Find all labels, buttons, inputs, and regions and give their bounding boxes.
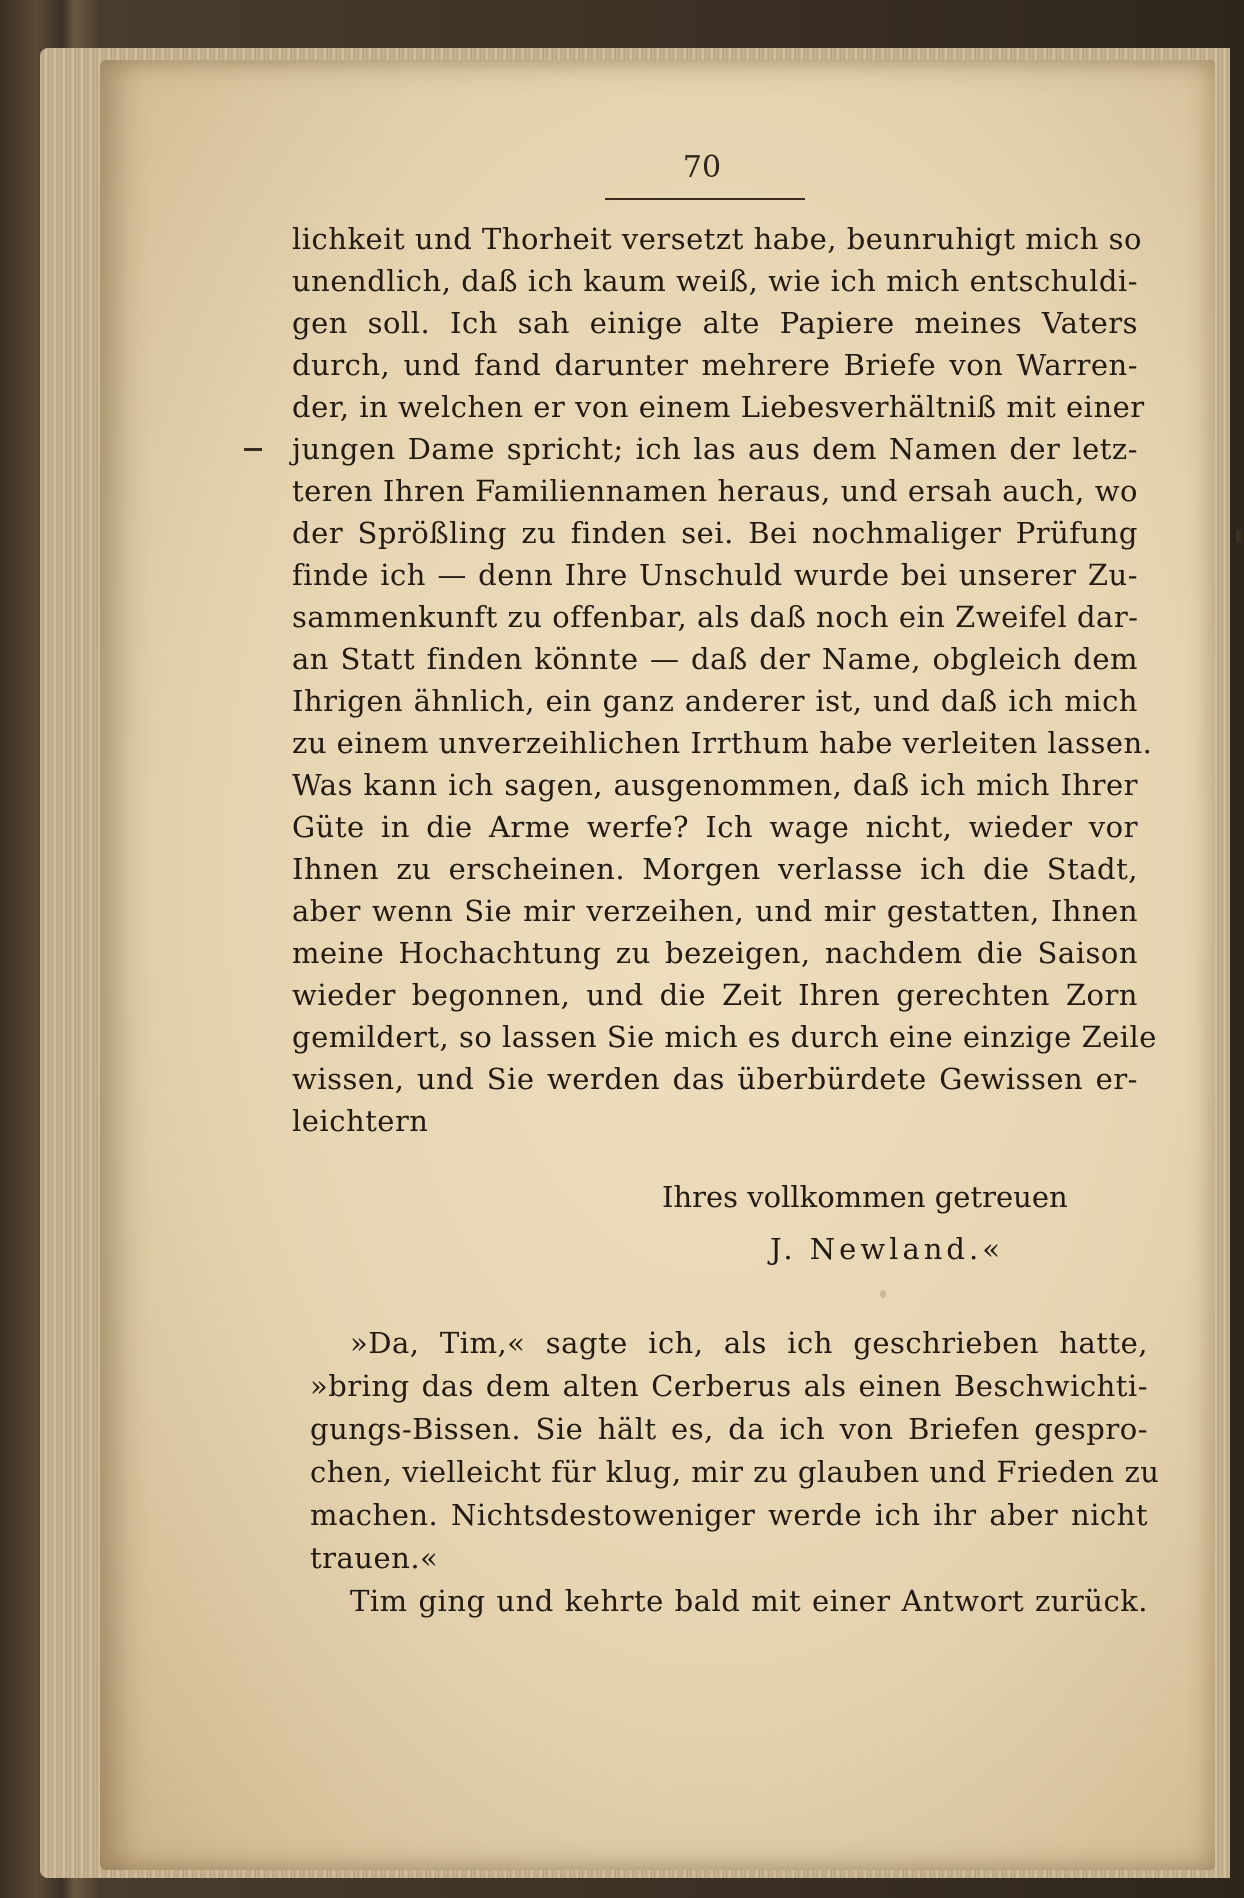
text-line: wissen, und Sie werden das überbürdete Gewissen er- <box>292 1062 1138 1096</box>
text-line: wieder begonnen, und die Zeit Ihren gerechten Zorn <box>292 978 1138 1012</box>
text-line: jungen Dame spricht; ich las aus dem Namen der letz- <box>292 432 1138 466</box>
text-line: gen soll. Ich sah einige alte Papiere meines Vaters <box>292 306 1138 340</box>
text-line: finde ich — denn Ihre Unschuld wurde bei unserer Zu- <box>292 558 1138 592</box>
text-line: »bring das dem alten Cerberus als einen Beschwichti- <box>310 1369 1148 1403</box>
text-line: Was kann ich sagen, ausgenommen, daß ich mich Ihrer <box>292 768 1138 802</box>
text-line: leichtern <box>292 1104 429 1138</box>
text-line: chen, vielleicht für klug, mir zu glauben und Frieden zu <box>310 1455 1160 1489</box>
narrative-paragraph <box>310 1322 1160 1623</box>
text-line: Güte in die Arme werfe? Ich wage nicht, wieder vor <box>292 810 1138 844</box>
letter-closing: Ihres vollkommen getreuen <box>662 1180 1068 1214</box>
text-line: an Statt finden könnte — daß der Name, obgleich dem <box>292 642 1138 676</box>
letter-signature: J. Newland.« <box>770 1232 1004 1266</box>
text-line: durch, und fand darunter mehrere Briefe von Warren- <box>292 348 1138 382</box>
text-line: lichkeit und Thorheit versetzt habe, beunruhigt mich so <box>292 222 1142 256</box>
text-line: Ihnen zu erscheinen. Morgen verlasse ich die Stadt, <box>292 852 1138 886</box>
letter-body <box>292 218 1157 1142</box>
text-line: teren Ihren Familiennamen heraus, und ersah auch, wo <box>292 474 1138 508</box>
text-line: gemildert, so lassen Sie mich es durch eine einzige Zeile <box>292 1020 1157 1054</box>
text-line: gungs-Bissen. Sie hält es, da ich von Briefen gespro- <box>310 1412 1148 1446</box>
text-line: Tim ging und kehrte bald mit einer Antwort zurück. <box>350 1584 1148 1618</box>
header-rule <box>605 198 805 200</box>
paper-stain <box>880 1290 886 1298</box>
text-line: zu einem unverzeihlichen Irrthum habe verleiten lassen. <box>292 726 1153 760</box>
text-line: der Sprößling zu finden sei. Bei nochmaliger Prüfung <box>292 516 1138 550</box>
text-line: der, in welchen er von einem Liebesverhältniß mit einer <box>292 390 1145 424</box>
text-line: aber wenn Sie mir verzeihen, und mir gestatten, Ihnen <box>292 894 1138 928</box>
text-line: machen. Nichtsdestoweniger werde ich ihr aber nicht <box>310 1498 1148 1532</box>
margin-mark <box>244 448 262 451</box>
text-line: meine Hochachtung zu bezeigen, nachdem die Saison <box>292 936 1138 970</box>
text-line: unendlich, daß ich kaum weiß, wie ich mich entschuldi- <box>292 264 1138 298</box>
text-line: sammenkunft zu offenbar, als daß noch ein Zweifel dar- <box>292 600 1139 634</box>
text-line: Ihrigen ähnlich, ein ganz anderer ist, und daß ich mich <box>292 684 1138 718</box>
text-line: »Da, Tim,« sagte ich, als ich geschrieben hatte, <box>350 1326 1148 1360</box>
text-line: trauen.« <box>310 1541 439 1575</box>
page-number: 70 <box>682 150 722 185</box>
paper-stain <box>1236 530 1241 542</box>
